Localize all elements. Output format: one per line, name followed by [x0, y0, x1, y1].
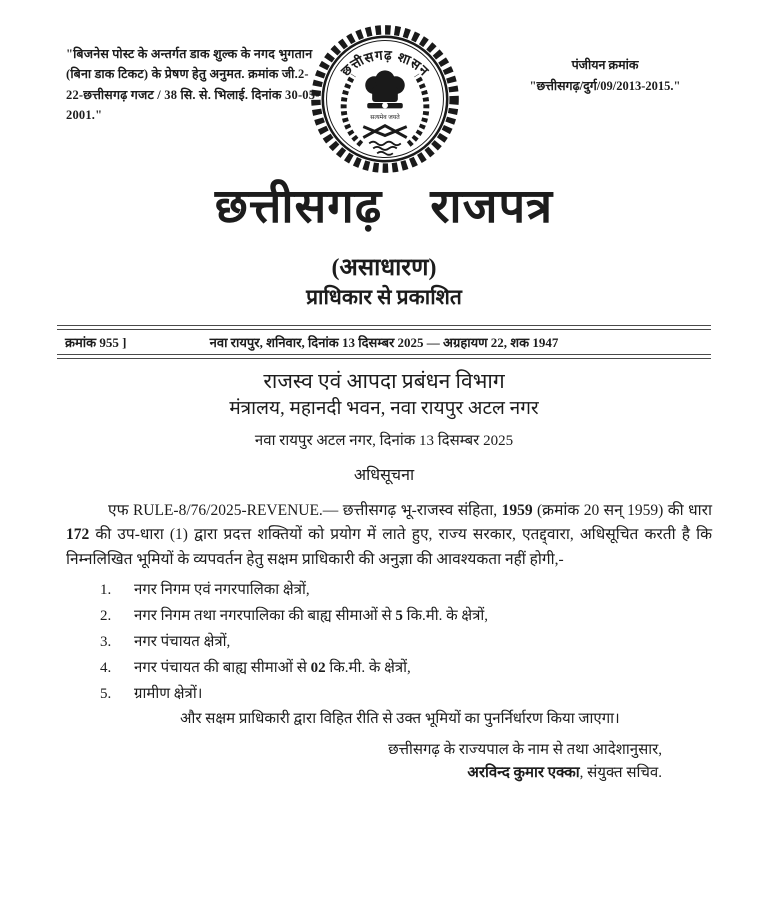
edition-label: (असाधारण): [331, 255, 437, 281]
published-by-authority: प्राधिकार से प्रकाशित: [306, 285, 462, 309]
registration-number: "छत्तीसगढ़/दुर्ग/09/2013-2015.": [529, 79, 681, 94]
exempt-areas-list: [100, 582, 660, 712]
closing-statement: और सक्षम प्राधिकारी द्वारा विहित रीति से उक्त भूमियों का पुनर्निर्धारण किया जाएगा।: [180, 711, 620, 727]
issue-date-line: नवा रायपुर, शनिवार, दिनांक 13 दिसम्बर 2025 — अग्रहायण 22, शक 1947: [209, 335, 559, 350]
para-seg2: (क्रमांक 20 सन् 1959) की धारा: [532, 502, 712, 519]
laurel-left: [344, 75, 362, 144]
list-item-text: नगर पंचायत की बाह्य सीमाओं से 02 कि.मी. के क्षेत्रों,: [134, 660, 411, 676]
gazette-title: [0, 182, 768, 234]
list-item: [100, 582, 660, 599]
list-item-number: 4.: [100, 660, 112, 676]
issue-number: क्रमांक 955 ]: [65, 335, 127, 350]
gazette-title-word2: राजपत्र: [430, 181, 554, 233]
notification-paragraph: [66, 499, 712, 572]
list-item-number: 1.: [100, 582, 112, 598]
chhattisgarh-seal-icon: [306, 20, 464, 178]
list-item-text: नगर निगम तथा नगरपालिका की बाह्य सीमाओं से 5 कि.मी. के क्षेत्रों,: [134, 608, 489, 624]
list-item-text: नगर निगम एवं नगरपालिका क्षेत्रों,: [134, 582, 310, 598]
list-item-text: ग्रामीण क्षेत्रों।: [134, 686, 203, 702]
signatory-name: अरविन्द कुमार एक्का: [467, 764, 580, 781]
seal-motto: सत्यमेव जयते: [370, 114, 400, 121]
para-seg1: एफ RULE-8/76/2025-REVENUE.— छत्तीसगढ़ भू-राजस्व संहिता,: [108, 502, 502, 519]
list-item: [100, 634, 660, 651]
gazette-title-word1: छत्तीसगढ़: [214, 181, 383, 233]
seal-ring-text: छत्तीसगढ़ शासन: [338, 47, 433, 80]
department-name: राजस्व एवं आपदा प्रबंधन विभाग: [263, 369, 505, 393]
list-item-number: 5.: [100, 686, 112, 702]
notification-place-date: नवा रायपुर अटल नगर, दिनांक 13 दिसम्बर 2025: [254, 433, 514, 449]
para-bold-172: 172: [66, 526, 90, 544]
list-item: [100, 660, 660, 677]
double-rule-bottom: [57, 354, 711, 359]
issue-row: [57, 333, 711, 351]
list-item-number: 2.: [100, 608, 112, 624]
crossed-bolts: [363, 126, 406, 138]
notification-heading: अधिसूचना: [353, 467, 415, 484]
postal-permission-note: "बिजनेस पोस्ट के अन्तर्गत डाक शुल्क के नगद भुगतान (बिना डाक टिकट) के प्रेषण हेतु अनुमत. क्रमांक जी.2-22-छत्तीसगढ़ गजट / 38 सि. से. भिलाई. दिनांक 30-05-2001.": [66, 47, 320, 122]
water-waves: [369, 142, 401, 155]
signatory-designation: , संयुक्त सचिव.: [579, 764, 662, 781]
laurel-right: [409, 75, 427, 144]
state-emblem: [306, 20, 464, 178]
para-seg3: की उप-धारा (1) द्वारा प्रदत्त शक्तियों को प्रयोग में लाते हुए, राज्य सरकार, एतद्द्वारा, अधिसूचित करती है कि निम्नलिखित भूमियों के व्यपवर्तन हेतु सक्षम प्राधिकारी की अनुज्ञा की आवश्यकता नहीं होगी,-: [66, 526, 712, 568]
signatory-line: [242, 762, 662, 785]
list-item: [100, 686, 660, 703]
list-item: [100, 608, 660, 625]
double-rule-top: [57, 325, 711, 330]
ashoka-lion-capital: [365, 70, 405, 108]
registration-label: पंजीयन क्रमांक: [571, 58, 639, 72]
list-item-text: नगर पंचायत क्षेत्रों,: [134, 634, 231, 650]
signature-authority-line: छत्तीसगढ़ के राज्यपाल के नाम से तथा आदेशानुसार,: [388, 742, 662, 758]
signature-block: [242, 739, 662, 784]
para-bold-1959: 1959: [501, 502, 533, 519]
registration-block: [480, 55, 730, 98]
department-address: मंत्रालय, महानदी भवन, नवा रायपुर अटल नगर: [229, 398, 539, 419]
list-item-number: 3.: [100, 634, 112, 650]
